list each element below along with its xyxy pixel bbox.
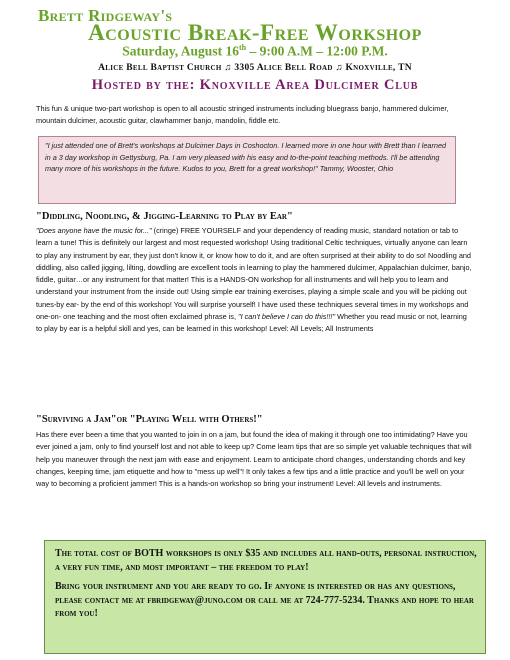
presenter-name: Brett Ridgeway's: [38, 6, 173, 25]
section2-body: Has there ever been a time that you wanted to join in on a jam, but found the idea of making it through one too intimidating? Have you ever joined a jam, only to find yourself lost and not able to keep up? Come learn tips that are so simple yet valuable techniques that will help you maneuver through the next jam with ease and enjoyment. Learn to anticipate chord changes, understanding chords and key changes, keeping time, jam etiquette and how to "mess up well"! It only takes a few tips and a little practice and you'll be well on your way to becoming a proficient jammer! This is a hands-on workshop so bring your instrument! Level: All levels and instruments.: [36, 430, 472, 489]
date-time: – 9:00 A.M – 12:00 P.M.: [246, 43, 388, 59]
intro-paragraph: This fun & unique two-part workshop is open to all acoustic stringed instruments including bluegrass banjo, hammered dulcimer, mountain dulcimer, acoustic guitar, clawhammer banjo, mandolin, fiddle etc.: [36, 104, 449, 125]
cost-text: The total cost of BOTH workshops is only $35 and includes all hand-outs, personal instruction, a very fun time, and most important – the freedom to play!: [55, 548, 477, 573]
date-ordinal: th: [238, 43, 247, 52]
section1-body: [36, 225, 474, 336]
section1-text-b: Whether you read music or not, learning to play by ear is a helpful skill and yes, can be learned in this workshop! Level: All Levels; All Instruments: [36, 312, 467, 334]
testimonial-box: [38, 136, 456, 204]
contact-text: Bring your instrument and you are ready to go. If anyone is interested or has any questions, please contact me at fbridgeway@juno.com or call me at 724-777-5234. Thanks and hope to hear from you!: [55, 581, 474, 619]
section1-lead: "Does anyone have the music for...": [36, 226, 152, 235]
section1-text-a: (cringe) FREE YOURSELF and your dependency of reading music, standard notation or tab to learn a tune! This is definitely our largest and most requested workshop! Using traditional Celtic techniques, virtually anyone can learn to play any instrument by ear, they just don't know it, or know how to do it, and are often surprised at their ability to do so! Noodling and diddling, also called jigging, lilting, dowdling are excellent tools in learning to play the hammered dulcimer, Appalachian dulcimer, banjo, fiddle, guitar…or any instrument for that matter! This is a HANDS-ON workshop for all instruments and will help you to learn and understand your instrument from the inside out! Using simple ear training exercises, playing a simple scale and you will be picking out tunes-by ear- by the end of this workshop! You will surprise yourself! I have used these techniques several times in my workshops and one-on- one teaching and the most often exclaimed phrase is,: [36, 226, 472, 322]
hosted-by: Hosted by the: Knoxville Area Dulcimer Club: [91, 77, 419, 93]
workshop-title: Acoustic Break-Free Workshop: [88, 20, 422, 45]
section1-heading: "Diddling, Noodling, & Jigging-Learning to Play by Ear": [36, 211, 293, 222]
section2-heading: "Surviving a Jam"or "Playing Well with Others!": [36, 414, 263, 425]
venue-address: Alice Bell Baptist Church ♫ 3305 Alice Bell Road ♫ Knoxville, TN: [98, 63, 412, 73]
section1-exclaim: "I can't believe I can do this!!!": [238, 312, 336, 322]
callout-box: [44, 540, 486, 654]
date-prefix: Saturday, August 16: [122, 43, 239, 59]
workshop-date: [0, 43, 510, 60]
testimonial-text: "I just attended one of Brett's workshops at Dulcimer Days in Coshocton. I learned more in one hour with Brett than I learned in a 3 day workshop in Gettysburg, Pa. I am very pleased with his easy and to-the-point teaching methods. I'll be attending many more of his workshops in the future. Kudos to you, Brett for a great workshop!" Tammy, Wooster, Ohio: [45, 141, 447, 173]
